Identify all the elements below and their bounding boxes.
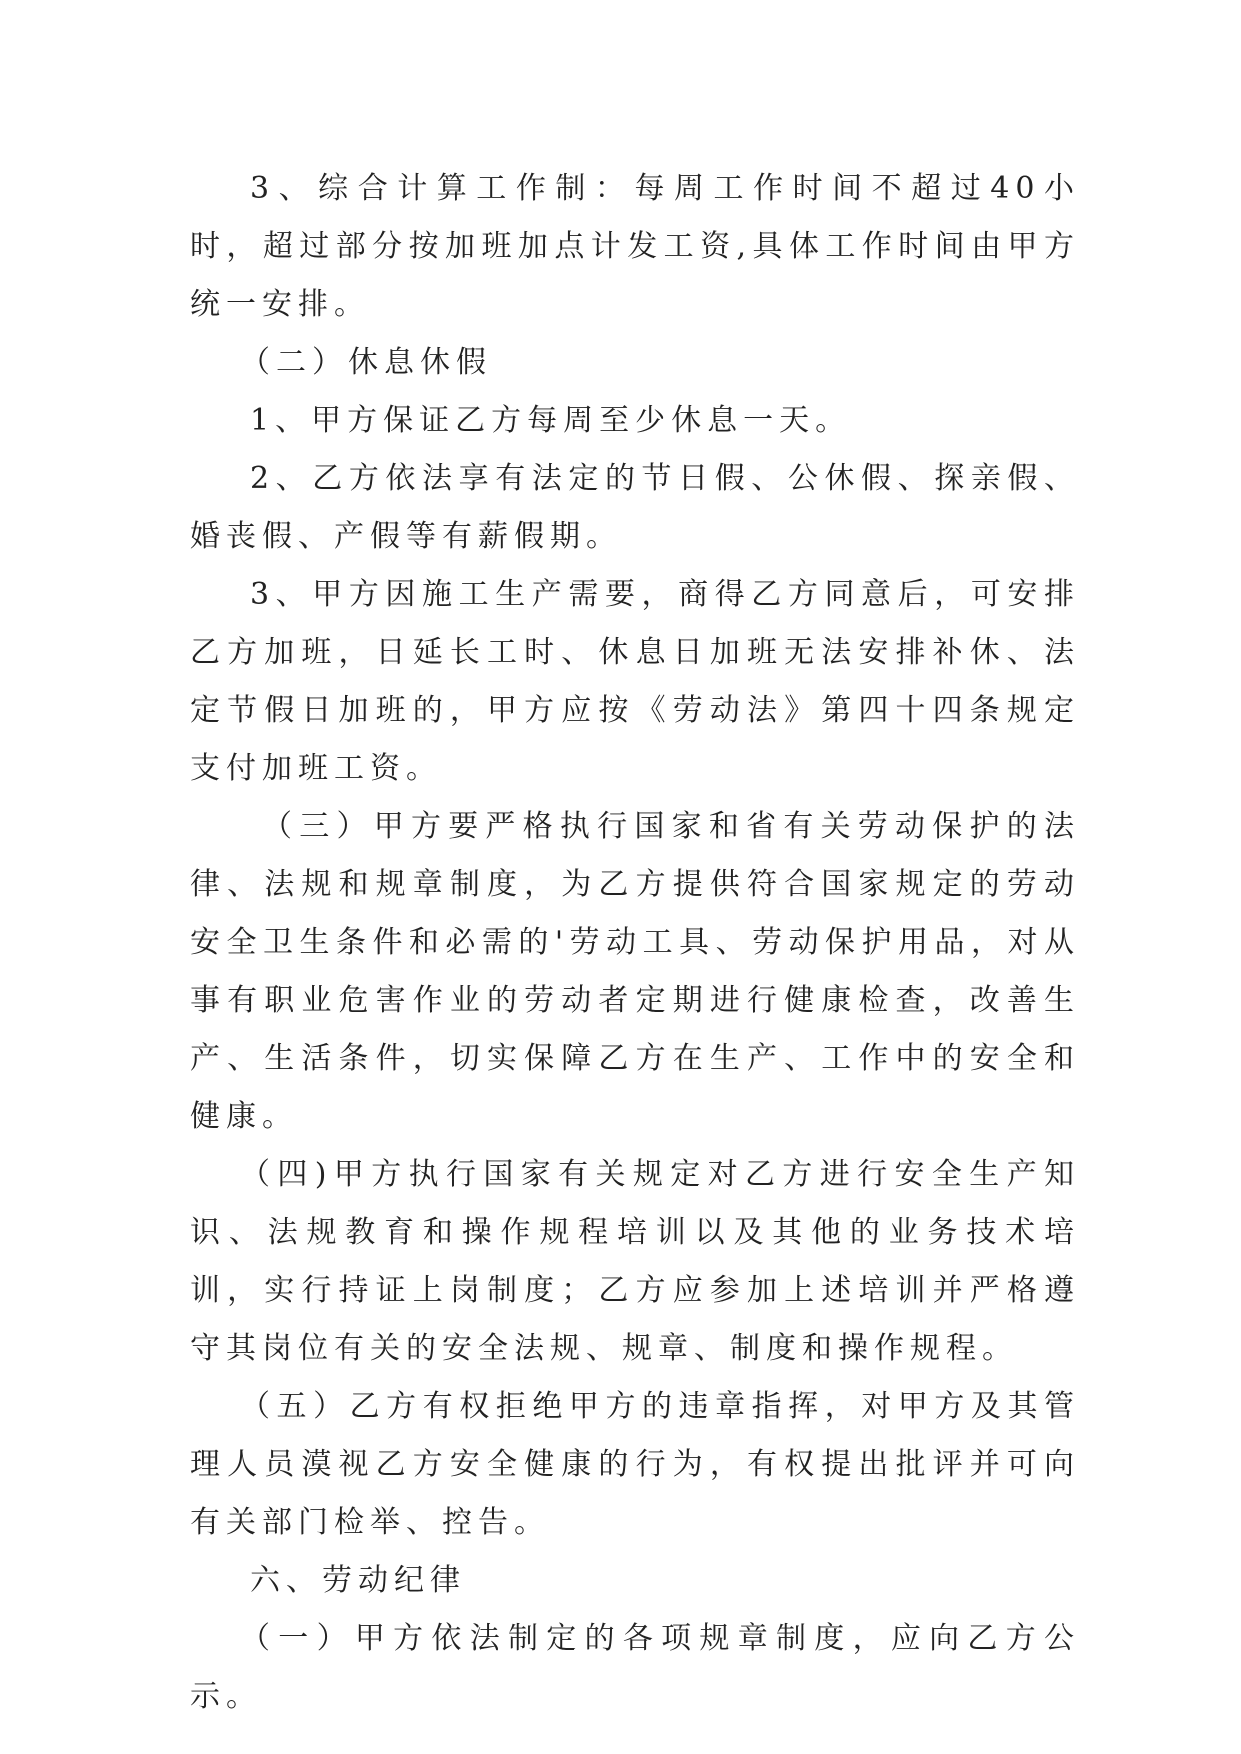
paragraph-safety-training: （四)甲方执行国家有关规定对乙方进行安全生产知识、法规教育和操作规程培训以及其他的业务技术培训，实行持证上岗制度；乙方应参加上述培训并严格遵守其岗位有关的安全法规、规章、制度和操作规程。 xyxy=(190,1157,1080,1366)
paragraph-weekly-rest: 1、甲方保证乙方每周至少休息一天。 xyxy=(250,403,852,438)
paragraph-overtime: 3、甲方因施工生产需要，商得乙方同意后，可安排乙方加班，日延长工时、休息日加班无法安排补休、法定节假日加班的，甲方应按《劳动法》第四十四条规定支付加班工资。 xyxy=(190,577,1080,786)
paragraph-comprehensive-work-hours: 3、综合计算工作制：每周工作时间不超过40小时，超过部分按加班加点计发工资,具体工作时间由甲方统一安排。 xyxy=(190,171,1080,322)
document-body xyxy=(190,160,1080,1726)
paragraph-rules-disclosure: （一）甲方依法制定的各项规章制度，应向乙方公示。 xyxy=(190,1621,1080,1714)
paragraph-right-to-refuse: （五）乙方有权拒绝甲方的违章指挥，对甲方及其管理人员漠视乙方安全健康的行为，有权提出批评并可向有关部门检举、控告。 xyxy=(190,1389,1080,1540)
paragraph-paid-holidays: 2、乙方依法享有法定的节日假、公休假、探亲假、婚丧假、产假等有薪假期。 xyxy=(190,461,1080,554)
paragraph-labor-protection: （三）甲方要严格执行国家和省有关劳动保护的法律、法规和规章制度，为乙方提供符合国家规定的劳动安全卫生条件和必需的'劳动工具、劳动保护用品，对从事有职业危害作业的劳动者定期进行健康检查，改善生产、生活条件，切实保障乙方在生产、工作中的安全和健康。 xyxy=(190,809,1080,1134)
heading-rest-and-leave: （二）休息休假 xyxy=(240,345,492,380)
heading-labor-discipline: 六、劳动纪律 xyxy=(250,1563,466,1598)
